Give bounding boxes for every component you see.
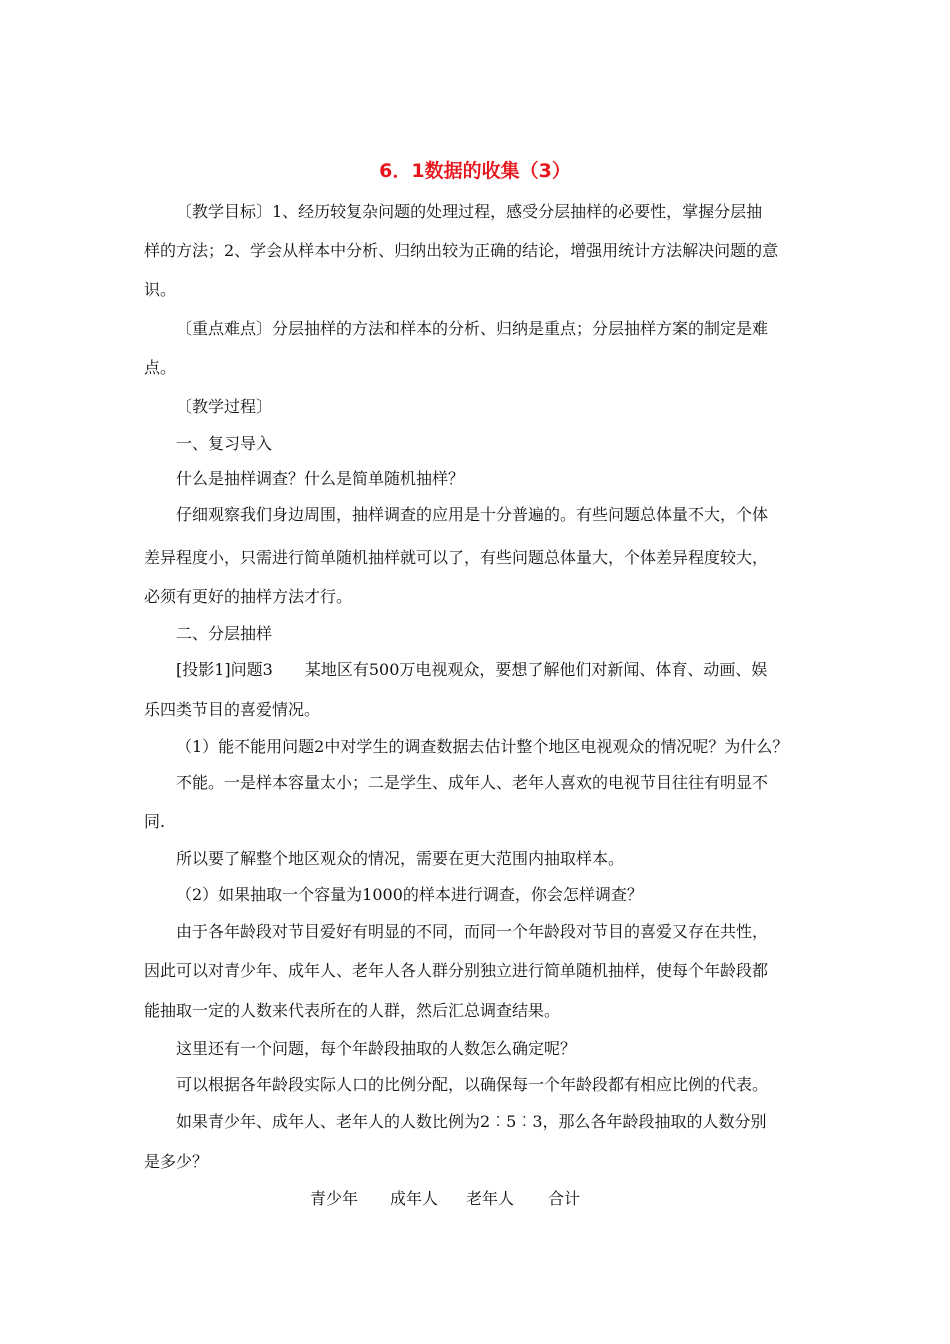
text-line: （2）如果抽取一个容量为1000的样本进行调查，你会怎样调查？ bbox=[176, 885, 643, 904]
text-line: （1）能不能用问题2中对学生的调查数据去估计整个地区电视观众的情况呢？为什么？ bbox=[176, 737, 789, 756]
table-header-cell: 合计 bbox=[548, 1189, 581, 1208]
text-line: 这里还有一个问题，每个年龄段抽取的人数怎么确定呢？ bbox=[176, 1039, 577, 1058]
section-heading: 〔教学过程〕 bbox=[176, 397, 273, 416]
text-line: 样的方法；2、学会从样本中分析、归纳出较为正确的结论，增强用统计方法解决问题的意 bbox=[144, 241, 779, 260]
text-line: 可以根据各年龄段实际人口的比例分配，以确保每一个年龄段都有相应比例的代表。 bbox=[176, 1075, 769, 1094]
text-line: 识。 bbox=[144, 280, 177, 299]
section-heading: 一、复习导入 bbox=[176, 434, 273, 453]
table-header-cell: 成年人 bbox=[390, 1189, 439, 1208]
section-heading: 二、分层抽样 bbox=[176, 624, 273, 643]
page-title: 6．1数据的收集（3） bbox=[379, 160, 571, 182]
text-line: 差异程度小，只需进行简单随机抽样就可以了，有些问题总体量大，个体差异程度较大， bbox=[144, 548, 769, 567]
text-line: 仔细观察我们身边周围，抽样调查的应用是十分普遍的。有些问题总体量不大，个体 bbox=[176, 505, 769, 524]
table-header-cell: 青少年 bbox=[310, 1189, 359, 1208]
text-line: 因此可以对青少年、成年人、老年人各人群分别独立进行简单随机抽样，使每个年龄段都 bbox=[144, 961, 769, 980]
text-line: 能抽取一定的人数来代表所在的人群，然后汇总调查结果。 bbox=[144, 1001, 561, 1020]
text-line: 点。 bbox=[144, 358, 177, 377]
text-line: 〔教学目标〕1、经历较复杂问题的处理过程，感受分层抽样的必要性，掌握分层抽 bbox=[176, 202, 763, 221]
text-line: 不能。一是样本容量太小；二是学生、成年人、老年人喜欢的电视节目往往有明显不 bbox=[176, 773, 769, 792]
text-line: 乐四类节目的喜爱情况。 bbox=[144, 700, 321, 719]
text-line: 什么是抽样调查？什么是简单随机抽样？ bbox=[176, 469, 465, 488]
text-line: 必须有更好的抽样方法才行。 bbox=[144, 587, 353, 606]
text-line: 如果青少年、成年人、老年人的人数比例为2︰5︰3，那么各年龄段抽取的人数分别 bbox=[176, 1112, 767, 1131]
text-line: 所以要了解整个地区观众的情况，需要在更大范围内抽取样本。 bbox=[176, 849, 625, 868]
text-line: 由于各年龄段对节目爱好有明显的不同，而同一个年龄段对节目的喜爱又存在共性， bbox=[176, 922, 769, 941]
text-line: [投影1]问题3 某地区有500万电视观众，要想了解他们对新闻、体育、动画、娱 bbox=[176, 660, 768, 679]
text-line: 〔重点难点〕分层抽样的方法和样本的分析、归纳是重点；分层抽样方案的制定是难 bbox=[176, 319, 769, 338]
table-header-cell: 老年人 bbox=[466, 1189, 515, 1208]
text-line: 是多少？ bbox=[144, 1152, 209, 1171]
text-line: 同. bbox=[144, 812, 166, 831]
